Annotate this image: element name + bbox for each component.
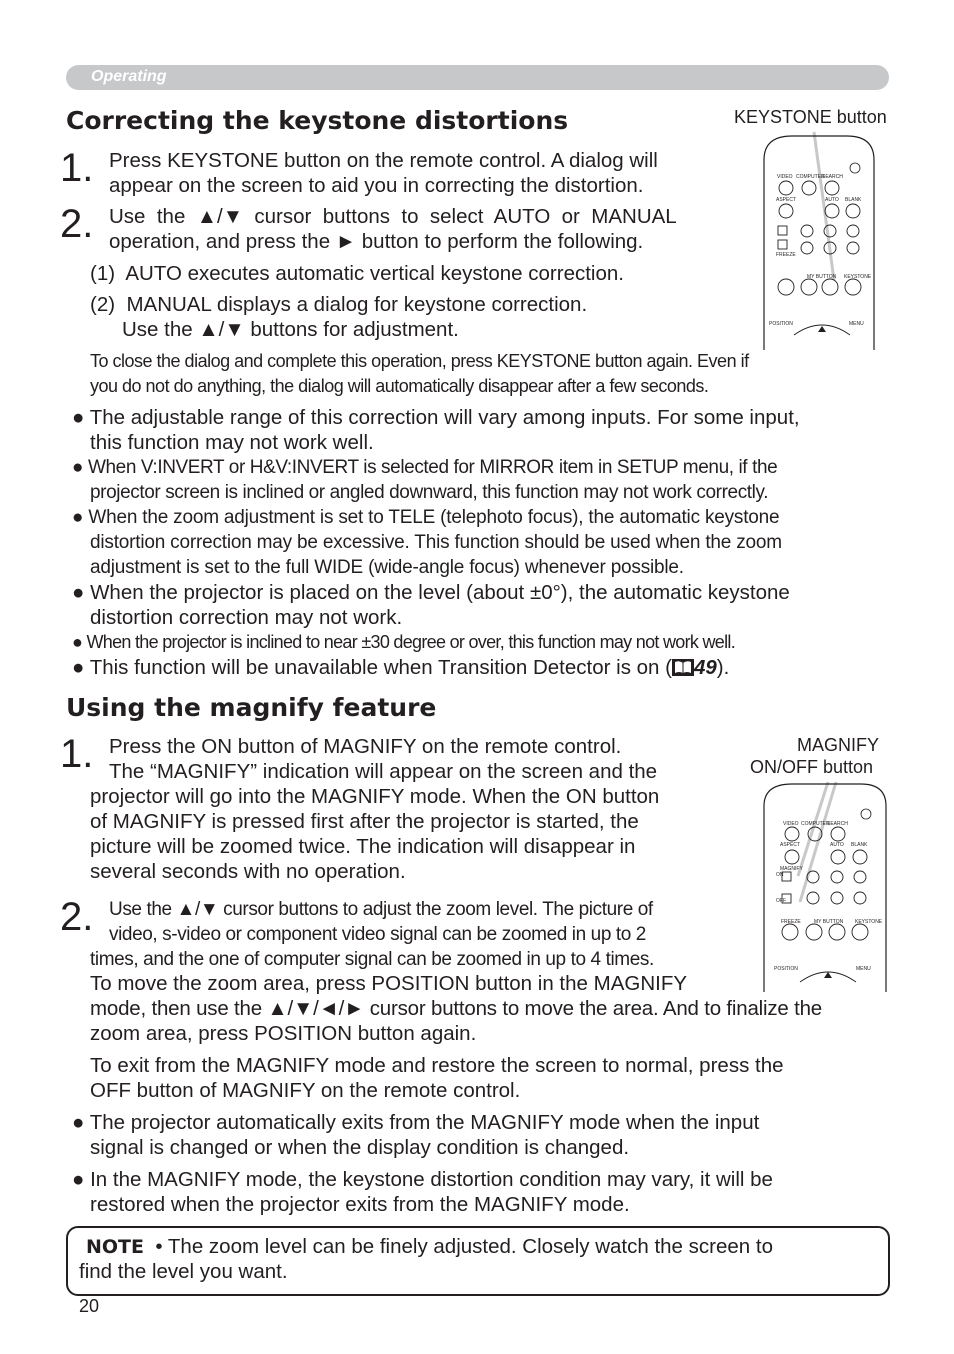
- magnify-step-1-line-2: The “MAGNIFY” indication will appear on the screen and the: [109, 760, 658, 783]
- magnify-step-1-line-5: picture will be zoomed twice. The indication will disappear in: [90, 835, 636, 858]
- svg-text:KEYSTONE: KEYSTONE: [844, 274, 872, 280]
- magnify-bullet-1-line-2: signal is changed or when the display condition is changed.: [90, 1136, 630, 1159]
- svg-text:SEARCH: SEARCH: [827, 821, 848, 827]
- keystone-bullet-2-line-1: ● When V:INVERT or H&V:INVERT is selected for MIRROR item in SETUP menu, if the: [72, 457, 778, 478]
- svg-text:FREEZE: FREEZE: [781, 919, 801, 925]
- magnify-section-title: Using the magnify feature: [66, 693, 437, 722]
- keystone-section-title: Correcting the keystone distortions: [66, 106, 569, 135]
- keystone-bullet-4-line-2: distortion correction may not work.: [90, 606, 403, 629]
- keystone-close-note-line-2: you do not do anything, the dialog will automatically disappear after a few seconds.: [90, 376, 709, 396]
- keystone-bullet-4-line-1: ● When the projector is placed on the level (about ±0°), the automatic keystone: [72, 581, 790, 604]
- note-text: • The zoom level can be finely adjusted. Closely watch the screen to: [144, 1235, 773, 1258]
- section-header-label: Operating: [91, 68, 167, 85]
- magnify-step-2-line-1: Use the ▲/▼ cursor buttons to adjust the zoom level. The picture of: [109, 899, 653, 920]
- svg-text:BLANK: BLANK: [845, 197, 862, 203]
- svg-text:POSITION: POSITION: [769, 321, 793, 327]
- svg-text:MY BUTTON: MY BUTTON: [814, 919, 844, 925]
- svg-text:ASPECT: ASPECT: [780, 842, 801, 848]
- section-header-bar: [66, 65, 889, 90]
- book-reference-icon: [672, 657, 694, 674]
- svg-text:VIDEO: VIDEO: [783, 821, 799, 827]
- svg-text:SEARCH: SEARCH: [822, 174, 843, 180]
- svg-text:MY BUTTON: MY BUTTON: [807, 274, 837, 280]
- keystone-sub-item-2-line-1: (2) MANUAL displays a dialog for keystone correction.: [90, 293, 588, 316]
- remote-control-illustration-magnify: [756, 776, 896, 992]
- keystone-bullet-2-line-2: projector screen is inclined or angled downward, this function may not work correctly.: [90, 482, 769, 503]
- svg-text:AUTO: AUTO: [825, 197, 839, 203]
- keystone-sub-item-1: (1) AUTO executes automatic vertical keystone correction.: [90, 262, 624, 285]
- keystone-step-2-number: 2.: [60, 202, 94, 246]
- magnify-step-1-number: 1.: [60, 732, 94, 776]
- magnify-exit-line-1: To exit from the MAGNIFY mode and restore the screen to normal, press the: [90, 1054, 784, 1077]
- note-label: NOTE: [86, 1236, 144, 1258]
- keystone-step-2-line-2: operation, and press the ► button to perform the following.: [109, 230, 644, 253]
- keystone-bullet-1-line-2: this function may not work well.: [90, 431, 374, 454]
- keystone-bullet-3-line-2: distortion correction may be excessive. This function should be used when the zoom: [90, 532, 782, 553]
- note-line-1: [86, 1234, 773, 1260]
- note-line-2: find the level you want.: [79, 1260, 288, 1283]
- svg-text:VIDEO: VIDEO: [777, 174, 793, 180]
- page-number: 20: [79, 1296, 100, 1316]
- magnify-step-1-line-3: projector will go into the MAGNIFY mode. When the ON button: [90, 785, 660, 808]
- magnify-callout-label-line-2: ON/OFF button: [750, 757, 874, 777]
- keystone-bullet-6-text: ● This function will be unavailable when Transition Detector is on (: [72, 656, 672, 679]
- magnify-step-2-line-5: mode, then use the ▲/▼/◄/► cursor buttons to move the area. And to finalize the: [90, 997, 823, 1020]
- magnify-bullet-2-line-1: ● In the MAGNIFY mode, the keystone distortion condition may vary, it will be: [72, 1168, 773, 1191]
- magnify-step-1-line-6: several seconds with no operation.: [90, 860, 406, 883]
- magnify-bullet-1-line-1: ● The projector automatically exits from the MAGNIFY mode when the input: [72, 1111, 760, 1134]
- keystone-step-2-line-1: Use the ▲/▼ cursor buttons to select AUTO or MANUAL: [109, 205, 677, 228]
- magnify-step-2-line-2: video, s-video or component video signal can be zoomed in up to 2: [109, 924, 646, 945]
- svg-text:BLANK: BLANK: [851, 842, 868, 848]
- keystone-bullet-3-line-1: ● When the zoom adjustment is set to TELE (telephoto focus), the automatic keystone: [72, 507, 780, 528]
- keystone-bullet-1-line-1: ● The adjustable range of this correction will vary among inputs. For some input,: [72, 406, 800, 429]
- svg-text:OFF: OFF: [776, 898, 786, 904]
- magnify-step-1-line-1: Press the ON button of MAGNIFY on the remote control.: [109, 735, 622, 758]
- svg-text:COMPUTER: COMPUTER: [801, 821, 830, 827]
- svg-text:MAGNIFY: MAGNIFY: [780, 866, 803, 872]
- page-reference-link[interactable]: 49: [693, 656, 717, 679]
- magnify-step-2-line-4: To move the zoom area, press POSITION button in the MAGNIFY: [90, 972, 688, 995]
- magnify-step-1-line-4: of MAGNIFY is pressed first after the projector is started, the: [90, 810, 639, 833]
- keystone-close-note-line-1: To close the dialog and complete this operation, press KEYSTONE button again. Even if: [90, 351, 749, 371]
- magnify-step-2-line-3: times, and the one of computer signal can be zoomed in up to 4 times.: [90, 949, 654, 970]
- svg-text:FREEZE: FREEZE: [776, 252, 796, 258]
- svg-text:AUTO: AUTO: [830, 842, 844, 848]
- keystone-callout-label: KEYSTONE button: [734, 107, 887, 127]
- keystone-step-1-line-1: Press KEYSTONE button on the remote control. A dialog will: [109, 149, 658, 172]
- keystone-bullet-5: ● When the projector is inclined to near ±30 degree or over, this function may not work well.: [72, 632, 736, 652]
- keystone-bullet-3-line-3: adjustment is set to the full WIDE (wide-angle focus) whenever possible.: [90, 557, 684, 578]
- magnify-bullet-2-line-2: restored when the projector exits from the MAGNIFY mode.: [90, 1193, 630, 1216]
- remote-control-illustration-keystone: [752, 130, 892, 350]
- magnify-callout-label-line-1: MAGNIFY: [797, 735, 880, 755]
- svg-text:KEYSTONE: KEYSTONE: [855, 919, 883, 925]
- keystone-bullet-6-close: ).: [716, 656, 730, 679]
- svg-text:MENU: MENU: [849, 321, 864, 327]
- svg-text:COMPUTER: COMPUTER: [796, 174, 825, 180]
- svg-text:ASPECT: ASPECT: [776, 197, 797, 203]
- keystone-sub-item-2-line-2: Use the ▲/▼ buttons for adjustment.: [122, 318, 459, 341]
- keystone-bullet-6: [72, 655, 729, 680]
- svg-text:POSITION: POSITION: [774, 966, 798, 972]
- svg-text:ON: ON: [776, 872, 784, 878]
- keystone-step-1-line-2: appear on the screen to aid you in correcting the distortion.: [109, 174, 644, 197]
- magnify-step-2-line-6: zoom area, press POSITION button again.: [90, 1022, 477, 1045]
- magnify-step-2-number: 2.: [60, 895, 94, 939]
- magnify-exit-line-2: OFF button of MAGNIFY on the remote control.: [90, 1079, 521, 1102]
- keystone-step-1-number: 1.: [60, 146, 94, 190]
- svg-text:MENU: MENU: [856, 966, 871, 972]
